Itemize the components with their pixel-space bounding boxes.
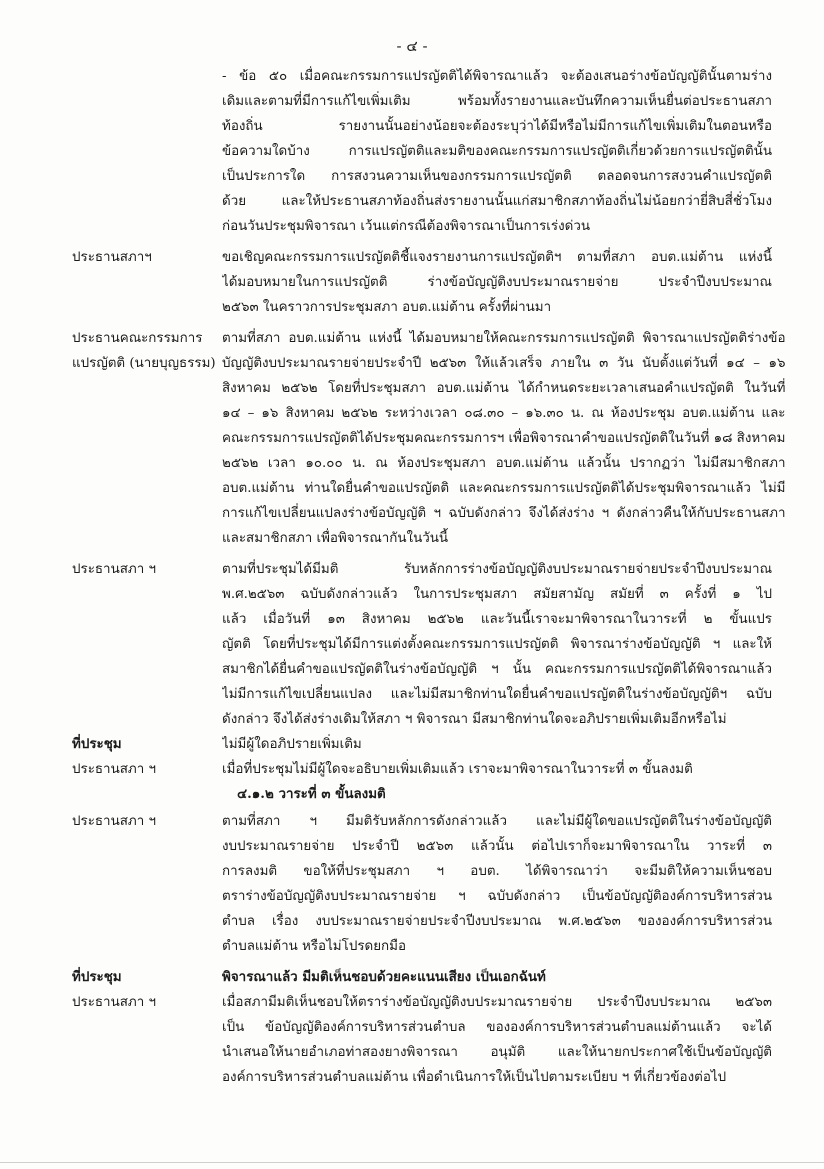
text-line: ๒๕๖๒ เวลา ๑๐.๐๐ น. ณ ห้องประชุมสภา อบต.แม่ต้าน แล้วนั้น ปรากฏว่า ไม่มีสมาชิกสภา [222, 456, 786, 471]
text-line: การแก้ไขเปลี่ยนแปลงร่างข้อบัญญัติ ฯ ฉบับดังกล่าว จึงได้ส่งร่าง ฯ ดังกล่าวคืนให้กับประธานสภา [222, 506, 786, 521]
text-line: คณะกรรมการแปรญัตติได้ประชุมคณะกรรมการฯ เพื่อพิจารณาคำขอแปรญัตติในวันที่ ๑๘ สิงหาคม [222, 431, 786, 446]
minutes-entry-resolution [72, 965, 772, 990]
text-line: เป็นประการใด การสงวนความเห็นของกรรมการแปรญัตติ ตลอดจนการสงวนคำแปรญัตติ [222, 169, 772, 184]
text-line: ๑๔ – ๑๖ สิงหาคม ๒๕๖๒ ระหว่างเวลา ๐๘.๓๐ – ๑๖.๓๐ น. ณ ห้องประชุม อบต.แม่ต้าน และ [222, 406, 786, 421]
text-line: อบต.แม่ต้าน ท่านใดยื่นคำขอแปรญัตติ และคณะกรรมการแปรญัตติได้ประชุมพิจารณาแล้ว ไม่มี [222, 481, 786, 496]
minutes-document [72, 64, 786, 1090]
speaker-name: ประธานสภา ฯ [72, 814, 157, 829]
speaker-name: ที่ประชุม [72, 969, 122, 985]
text-line: ได้มอบหมายในการแปรญัตติ ร่างข้อบัญญัติงบประมาณรายจ่าย ประจำปีงบประมาณ [222, 275, 772, 290]
text-line: และสมาชิกสภา เพื่อพิจารณากันในวันนี้ [222, 531, 449, 546]
speaker-name: ที่ประชุม [72, 736, 122, 752]
text-line: เป็น ข้อบัญญัติองค์การบริหารส่วนตำบล ขององค์การบริหารส่วนตำบลแม่ต้านแล้ว จะได้ [222, 1020, 772, 1035]
text-line: ด้วย และให้ประธานสภาท้องถิ่นส่งรายงานนั้นแก่สมาชิกสภาท้องถิ่นไม่น้อยกว่ายี่สิบสี่ชั่วโมง [222, 194, 772, 209]
speaker-label [72, 965, 222, 990]
entry-text [222, 757, 772, 782]
text-line: ตราร่างข้อบัญญัติงบประมาณรายจ่าย ฯ ฉบับดังกล่าว เป็นข้อบัญญัติองค์การบริหารส่วน [222, 889, 772, 904]
speaker-label [72, 245, 222, 320]
text-line: - ข้อ ๕๐ เมื่อคณะกรรมการแปรญัตติได้พิจารณาแล้ว จะต้องเสนอร่างข้อบัญญัตินั้นตามร่าง [222, 69, 772, 84]
text-line: พ.ศ.๒๕๖๓ ฉบับดังกล่าวแล้ว ในการประชุมสภา สมัยสามัญ สมัยที่ ๓ ครั้งที่ ๑ ไป [222, 587, 772, 602]
text-line: ก่อนวันประชุมพิจารณา เว้นแต่กรณีต้องพิจารณาเป็นการเร่งด่วน [222, 219, 590, 234]
minutes-entry-chairman [72, 809, 772, 959]
text-line: ดังกล่าว จึงได้ส่งร่างเดิมให้สภา ฯ พิจารณา มีสมาชิกท่านใดจะอภิปรายเพิ่มเติมอีกหรือไม่ [222, 712, 727, 727]
speaker-empty [72, 64, 222, 239]
text-line: องค์การบริหารส่วนตำบลแม่ต้าน เพื่อดำเนินการให้เป็นไปตามระเบียบ ฯ ที่เกี่ยวข้องต่อไป [222, 1070, 727, 1085]
entry-text [222, 990, 772, 1090]
speaker-name: แปรญัตติ (นายบุญธรรม) [72, 356, 216, 371]
intro-text [222, 64, 772, 239]
minutes-entry-committee [72, 326, 786, 551]
speaker-name: ประธานคณะกรรมการ [72, 331, 203, 346]
minutes-entry-chairman [72, 990, 772, 1090]
entry-text [222, 245, 772, 320]
speaker-label [72, 809, 222, 959]
page-number: - ๔ - [396, 37, 428, 55]
entry-text [222, 557, 772, 732]
text-line: เมื่อที่ประชุมไม่มีผู้ใดจะอธิบายเพิ่มเติมแล้ว เราจะมาพิจารณาในวาระที่ ๓ ขั้นลงมติ [222, 762, 693, 777]
text-line: ตำบล เรื่อง งบประมาณรายจ่ายประจำปีงบประมาณ พ.ศ.๒๕๖๓ ขององค์การบริหารส่วน [222, 914, 772, 929]
entry-text [222, 809, 772, 959]
minutes-entry-meeting [72, 732, 772, 757]
speaker-name: ประธานสภา ฯ [72, 995, 157, 1010]
speaker-label [72, 326, 222, 551]
resolution-line: พิจารณาแล้ว มีมติเห็นชอบด้วยคะแนนเสียง เป็นเอกฉันท์ [222, 969, 546, 985]
text-line: การลงมติ ขอให้ที่ประชุมสภา ฯ อบต. ได้พิจารณาว่า จะมีมติให้ความเห็นชอบ [222, 864, 772, 879]
text-line: นำเสนอให้นายอำเภอท่าสองยางพิจารณา อนุมัติ และให้นายกประกาศใช้เป็นข้อบัญญัติ [222, 1045, 772, 1060]
speaker-name: ประธานสภา ฯ [72, 762, 157, 777]
entry-text [222, 965, 772, 990]
speaker-label [72, 990, 222, 1090]
minutes-entry-chairman [72, 757, 772, 782]
text-line: ตามที่สภา ฯ มีมติรับหลักการดังกล่าวแล้ว และไม่มีผู้ใดขอแปรญัตติในร่างข้อบัญญัติ [222, 814, 772, 829]
text-line: ตามที่ประชุมได้มีมติ รับหลักการร่างข้อบัญญัติงบประมาณรายจ่ายประจำปีงบประมาณ [222, 562, 772, 577]
text-line: งบประมาณรายจ่าย ประจำปี ๒๕๖๓ แล้วนั้น ต่อไปเราก็จะมาพิจารณาใน วาระที่ ๓ [222, 839, 772, 854]
text-line: ญัตติ โดยที่ประชุมได้มีการแต่งตั้งคณะกรรมการแปรญัตติ พิจารณาร่างข้อบัญญัติ ฯ และให้ [222, 637, 772, 652]
speaker-label [72, 757, 222, 782]
text-line: ไม่มีการแก้ไขเปลี่ยนแปลง และไม่มีสมาชิกท่านใดยื่นคำขอแปรญัตติในร่างข้อบัญญัติฯ ฉบับ [222, 687, 772, 702]
text-line: ตามที่สภา อบต.แม่ต้าน แห่งนี้ ได้มอบหมายให้คณะกรรมการแปรญัตติ พิจารณาแปรญัตติร่างข้อ [222, 331, 786, 346]
text-line: สมาชิกได้ยื่นคำขอแปรญัตติในร่างข้อบัญญัติ ฯ นั้น คณะกรรมการแปรญัตติได้พิจารณาแล้ว [222, 662, 772, 677]
intro-paragraph [72, 64, 772, 239]
text-line: แล้ว เมื่อวันที่ ๑๓ สิงหาคม ๒๕๖๒ และวันนี้เราจะมาพิจารณาในวาระที่ ๒ ขั้นแปร [222, 612, 772, 627]
speaker-name: ประธานสภาฯ [72, 250, 152, 265]
text-line: ท้องถิ่น รายงานนั้นอย่างน้อยจะต้องระบุว่าได้มีหรือไม่มีการแก้ไขเพิ่มเติมในตอนหรือ [222, 119, 772, 134]
text-line: บัญญัติงบประมาณรายจ่ายประจำปี ๒๕๖๓ ให้แล้วเสร็จ ภายใน ๓ วัน นับตั้งแต่วันที่ ๑๔ – ๑๖ [222, 356, 786, 371]
speaker-label [72, 732, 222, 757]
page-bottom-edge [0, 1162, 824, 1163]
speaker-label [72, 557, 222, 732]
minutes-entry-chairman [72, 245, 772, 320]
section-heading: ๔.๑.๒ วาระที่ ๓ ขั้นลงมติ [237, 786, 386, 802]
text-line: เมื่อสภามีมติเห็นชอบให้ตราร่างข้อบัญญัติงบประมาณรายจ่าย ประจำปีงบประมาณ ๒๕๖๓ [222, 995, 772, 1010]
text-line: ตำบลแม่ต้าน หรือไม่โปรดยกมือ [222, 939, 407, 954]
minutes-entry-chairman [72, 557, 772, 732]
entry-text [222, 732, 772, 757]
text-line: ข้อความใดบ้าง การแปรญัตติและมติของคณะกรรมการแปรญัตติเกี่ยวด้วยการแปรญัตตินั้น [222, 144, 772, 159]
text-line: ขอเชิญคณะกรรมการแปรญัตติชี้แจงรายงานการแปรญัตติฯ ตามที่สภา อบต.แม่ต้าน แห่งนี้ [222, 250, 772, 265]
speaker-name: ประธานสภา ฯ [72, 562, 157, 577]
text-line: เดิมและตามที่มีการแก้ไขเพิ่มเติม พร้อมทั้งรายงานและบันทึกความเห็นยื่นต่อประธานสภา [222, 94, 772, 109]
text-line: ไม่มีผู้ใดอภิปรายเพิ่มเติม [222, 737, 362, 752]
entry-text [222, 326, 786, 551]
text-line: สิงหาคม ๒๕๖๒ โดยที่ประชุมสภา อบต.แม่ต้าน ได้กำหนดระยะเวลาเสนอคำแปรญัตติ ในวันที่ [222, 381, 786, 396]
text-line: ๒๕๖๓ ในคราวการประชุมสภา อบต.แม่ต้าน ครั้งที่ผ่านมา [222, 300, 552, 315]
